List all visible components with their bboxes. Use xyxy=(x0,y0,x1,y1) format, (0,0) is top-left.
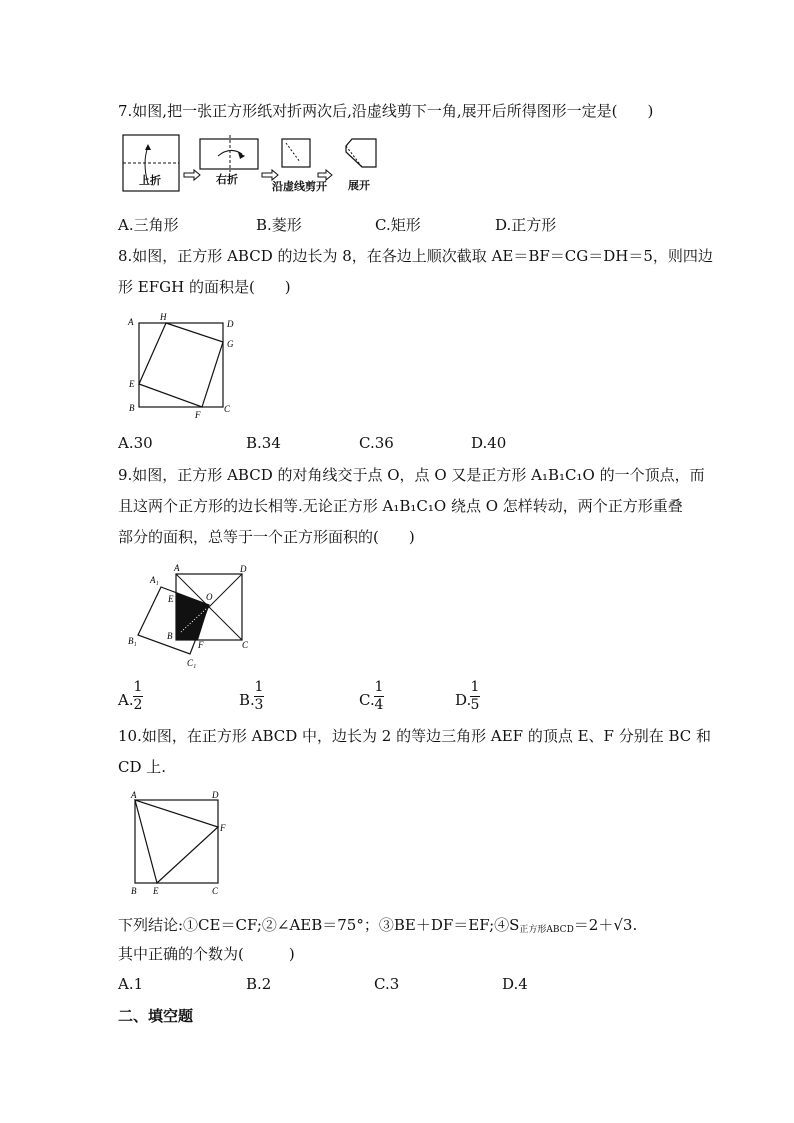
fig-label-fold-right: 右折 xyxy=(216,173,238,186)
q9-point-c: C xyxy=(242,640,249,650)
q9-option-d: D. xyxy=(455,691,472,709)
q10-text-line1: 10.如图，在正方形 ABCD 中，边长为 2 的等边三角形 AEF 的顶点 E、F 分别在 BC 和 xyxy=(118,727,712,745)
q8-option-c: C.36 xyxy=(359,434,394,452)
q9-text-line2: 且这两个正方形的边长相等.无论正方形 A₁B₁C₁O 绕点 O 怎样转动，两个正方形重叠 xyxy=(118,497,683,515)
q9-point-b: B xyxy=(167,631,173,641)
q8-figure xyxy=(126,310,246,420)
fig-label-cut: 沿虚线剪开 xyxy=(272,180,327,193)
q10-option-d: D.4 xyxy=(502,975,528,993)
q9-point-b1: B₁ xyxy=(128,636,137,646)
q8-point-c: C xyxy=(224,404,231,414)
q8-point-a: A xyxy=(128,317,134,327)
q10-point-d: D xyxy=(212,790,219,800)
q10-point-f: F xyxy=(220,823,226,833)
q9-option-b-fraction: 1 3 xyxy=(254,679,264,713)
q9-point-a: A xyxy=(174,563,180,573)
q7-option-c: C.矩形 xyxy=(375,216,421,234)
q9-option-d-fraction: 1 5 xyxy=(470,679,480,713)
q10-option-c: C.3 xyxy=(374,975,400,993)
q9-point-c1: C₁ xyxy=(187,658,197,668)
q9-text-line1: 9.如图，正方形 ABCD 的对角线交于点 O，点 O 又是正方形 A₁B₁C₁O 的一个顶点，而 xyxy=(118,466,705,484)
q9-point-e: E xyxy=(168,594,174,604)
q9-option-c: C. xyxy=(359,691,375,709)
q8-option-d: D.40 xyxy=(471,434,507,452)
q10-point-a: A xyxy=(131,790,137,800)
q9-text-line3: 部分的面积，总等于一个正方形面积的( ) xyxy=(118,528,415,546)
q7-option-a: A.三角形 xyxy=(118,216,179,234)
q9-figure xyxy=(125,562,265,672)
q9-point-f: F xyxy=(198,640,204,650)
q10-conclusion: 下列结论:①CE＝CF;②∠AEB＝75°；$③BE+DF=EF;④S_{正方形ABCD}=2+√3$. xyxy=(118,916,638,935)
q9-option-a: A. xyxy=(118,691,134,709)
fig-label-unfold: 展开 xyxy=(348,179,370,192)
q9-point-a1: A₁ xyxy=(150,575,159,585)
q9-option-b: B. xyxy=(239,691,255,709)
q9-point-o: O xyxy=(206,592,213,602)
q10-text-line4: 其中正确的个数为( ) xyxy=(118,945,295,963)
q8-point-d: D xyxy=(227,319,234,329)
q8-point-g: G xyxy=(227,339,234,349)
q8-point-b: B xyxy=(129,403,135,413)
q8-option-b: B.34 xyxy=(246,434,281,452)
q10-point-c: C xyxy=(212,886,219,896)
q8-text-line2: 形 EFGH 的面积是( ) xyxy=(118,278,291,296)
q9-option-c-fraction: 1 4 xyxy=(374,679,384,713)
q8-point-h: H xyxy=(160,312,167,322)
q7-option-b: B.菱形 xyxy=(256,216,302,234)
q7-text: 7.如图,把一张正方形纸对折两次后,沿虚线剪下一角,展开后所得图形一定是( ) xyxy=(118,102,654,120)
q10-text-line2: CD 上. xyxy=(118,758,167,776)
section-heading: 二、填空题 xyxy=(118,1007,194,1025)
q10-option-a: A.1 xyxy=(118,975,144,993)
q10-point-b: B xyxy=(131,886,137,896)
q8-point-e: E xyxy=(129,379,135,389)
q10-option-b: B.2 xyxy=(246,975,272,993)
q9-option-a-fraction: 1 2 xyxy=(133,679,143,713)
q9-point-d: D xyxy=(240,564,247,574)
q10-figure xyxy=(126,788,246,898)
q8-option-a: A.30 xyxy=(118,434,153,452)
q10-point-e: E xyxy=(153,886,159,896)
q8-text-line1: 8.如图，正方形 ABCD 的边长为 8，在各边上顺次截取 AE＝BF＝CG＝DH＝5，则四边 xyxy=(118,247,713,265)
q8-point-f: F xyxy=(195,410,201,420)
fig-label-fold-up: 上折 xyxy=(139,174,161,187)
q7-option-d: D.正方形 xyxy=(495,216,557,234)
